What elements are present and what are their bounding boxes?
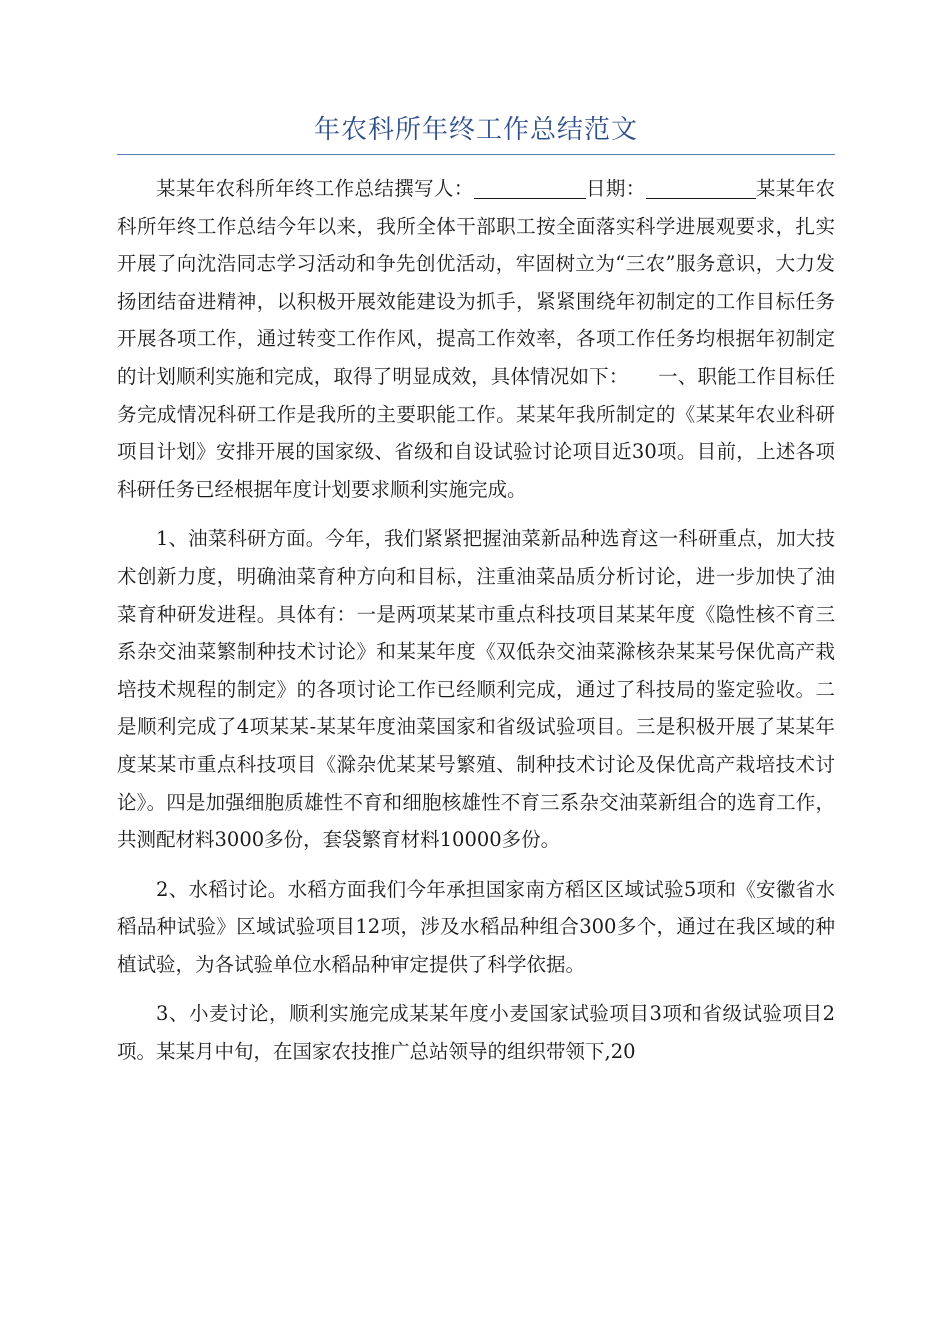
author-label: 某某年农科所年终工作总结撰写人： [156, 177, 474, 200]
document-body [117, 170, 835, 1071]
document-title: 年农科所年终工作总结范文 [313, 115, 638, 145]
title-underline [117, 154, 835, 155]
intro-text: 某某年农科所年终工作总结今年以来，我所全体干部职工按全面落实科学进展观要求，扎实开展了向沈浩同志学习活动和争先创优活动，牢固树立为“三农”服务意识，大力发扬团结奋进精神，以积极开展效能建设为抓手，紧紧围绕年初制定的工作目标任务开展各项工作，通过转变工作作风，提高工作效率，各项工作任务均根据年初制定的计划顺利实施和完成，取得了明显成效，具体情况如下： 一、职能工作目标任务完成情况科研工作是我所的主要职能工作。某某年我所制定的《某某年农业科研项目计划》安排开展的国家级、省级和自设试验讨论项目近30项。目前，上述各项科研任务已经根据年度计划要求顺利实施完成。 [117, 177, 835, 501]
intro-paragraph [117, 170, 835, 508]
date-label: 日期： [585, 177, 646, 200]
paragraph-rice: 2、水稻讨论。水稻方面我们今年承担国家南方稻区区域试验5项和《安徽省水稻品种试验》区域试验项目12项，涉及水稻品种组合300多个，通过在我区域的种植试验，为各试验单位水稻品种审定提供了科学依据。 [117, 877, 835, 976]
author-blank [474, 176, 586, 199]
paragraph-wheat: 3、小麦讨论，顺利实施完成某某年度小麦国家试验项目3项和省级试验项目2项。某某月中旬，在国家农技推广总站领导的组织带领下,20 [117, 1002, 835, 1064]
date-blank [646, 176, 756, 199]
paragraph-rapeseed: 1、油菜科研方面。今年，我们紧紧把握油菜新品种选育这一科研重点，加大技术创新力度，明确油菜育种方向和目标，注重油菜品质分析讨论，进一步加快了油菜育种研发进程。具体有：一是两项某某市重点科技项目某某年度《隐性核不育三系杂交油菜繁制种技术讨论》和某某年度《双低杂交油菜滁核杂某某号保优高产栽培技术规程的制定》的各项讨论工作已经顺利完成，通过了科技局的鉴定验收。二是顺利完成了4项某某-某某年度油菜国家和省级试验项目。三是积极开展了某某年度某某市重点科技项目《滁杂优某某号繁殖、制种技术讨论及保优高产栽培技术讨论》。四是加强细胞质雄性不育和细胞核雄性不育三系杂交油菜新组合的选育工作，共测配材料3000多份，套袋繁育材料10000多份。 [117, 527, 835, 852]
